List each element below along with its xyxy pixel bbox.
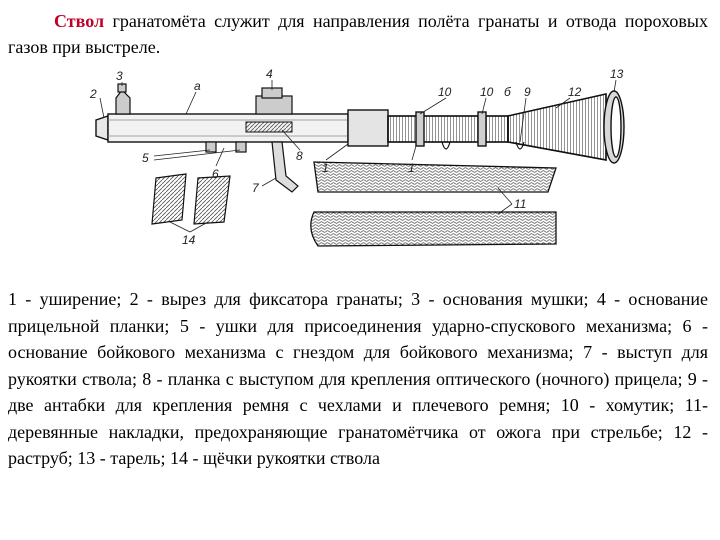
callout-12: 12 bbox=[568, 85, 582, 99]
callout-7: 7 bbox=[252, 181, 259, 195]
callout-14: 14 bbox=[182, 233, 196, 247]
front-sight-base bbox=[116, 84, 130, 114]
intro-text: гранатомёта служит для направления полёта гранаты и отвода пороховых газов при выстреле. bbox=[8, 11, 708, 57]
callout-11: 11 bbox=[514, 197, 527, 211]
callout-10-right: 10 bbox=[480, 85, 494, 99]
parts-legend: 1 - уширение; 2 - вырез для фиксатора гранаты; 3 - основания мушки; 4 - основание прицельной планки; 5 - ушки для присоединения ударно-спускового механизма; 6 - основание бойкового механизма с гнездом для бойкового механизма; 7 - выступ для рукоятки ствола; 8 - планка с выступом для крепления оптического (ночного) прицела; 9 - две антабки для крепления ремня с чехлами и плечевого ремня; 10 - хомутик; 11- деревянные накладки, предохраняющие гранатомётчика от ожога при стрельбе; 12 - раструб; 13 - тарель; 14 - щёчки рукоятки ствола bbox=[8, 289, 708, 468]
callout-13: 13 bbox=[610, 68, 624, 81]
callout-b: б bbox=[504, 85, 511, 99]
callout-8: 8 bbox=[296, 149, 303, 163]
callout-2: 2 bbox=[90, 87, 97, 101]
callout-4: 4 bbox=[266, 68, 273, 81]
rear-sight-base bbox=[256, 88, 292, 114]
callout-3: 3 bbox=[116, 69, 123, 83]
callout-1-left: 1 bbox=[322, 161, 329, 175]
callout-5: 5 bbox=[142, 151, 149, 165]
sight-rail bbox=[246, 122, 292, 132]
intro-paragraph bbox=[8, 8, 708, 60]
barrel-drawing bbox=[86, 68, 652, 268]
callout-10-left: 10 bbox=[438, 85, 452, 99]
intro-term: Ствол bbox=[54, 11, 105, 31]
grip-cheeks bbox=[152, 174, 230, 224]
callout-1-right: 1 bbox=[408, 161, 415, 175]
trigger-lugs bbox=[206, 142, 246, 152]
callout-6: 6 bbox=[212, 167, 219, 181]
callout-a: а bbox=[194, 79, 201, 93]
barrel-illustration bbox=[86, 68, 652, 268]
grip-lug bbox=[272, 142, 298, 192]
barrel bbox=[96, 91, 624, 163]
callout-9: 9 bbox=[524, 85, 531, 99]
